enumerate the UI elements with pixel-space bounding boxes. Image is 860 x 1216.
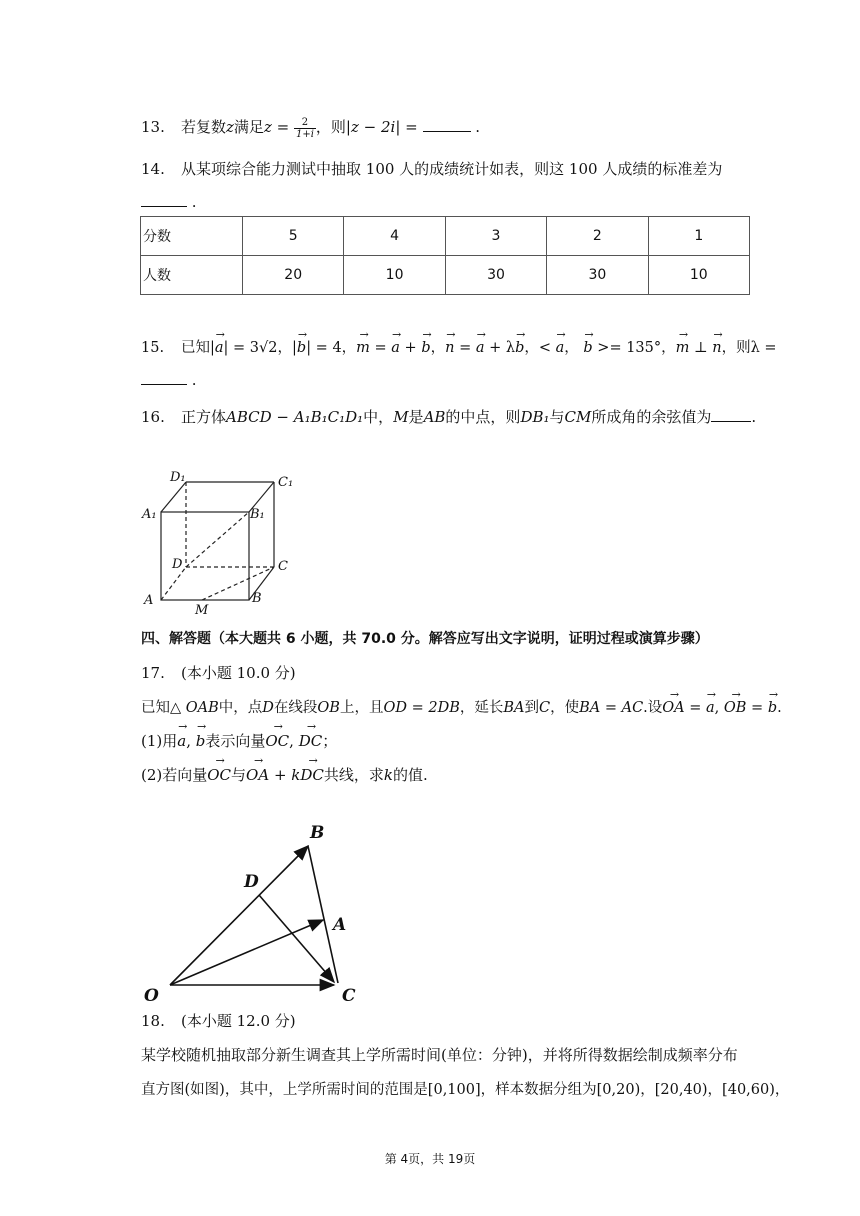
label-a: A: [333, 915, 347, 935]
answer-blank: [423, 117, 471, 132]
question-18-line-2: 直方图(如图)，其中，上学所需时间的范围是[0,100]，样本数据分组为[0,20)，[20,40)，[40,60)，: [141, 1082, 790, 1098]
label-m: M: [195, 603, 209, 618]
vector-triangle-figure: [138, 820, 368, 1006]
question-15-answer: .: [141, 370, 197, 389]
question-17-line-1: 已知△ OAB中，点D在线段OB上，且OD = 2DB，延长BA到C，使BA = AC.设→ OA = → a, → OB = → b.: [141, 696, 782, 717]
vector-ob: [170, 846, 308, 985]
table-row: 人数 20 10 30 30 10: [141, 256, 750, 295]
question-13: 13. 若复数z满足z = $\frac{2}{1+i}$ ，则|z − 2i| = .: [141, 116, 481, 140]
answer-blank: [711, 407, 751, 422]
label-d1: D₁: [170, 470, 186, 485]
vector-dc: [259, 895, 334, 982]
page-footer: 第 4页，共 19页: [384, 1152, 476, 1166]
label-a1: A₁: [142, 507, 157, 522]
label-c1: C₁: [278, 475, 294, 490]
segment-cm: [202, 567, 274, 600]
question-18-line-1: 某学校随机抽取部分新生调查其上学所需时间(单位：分钟)，并将所得数据绘制成频率分布: [141, 1046, 738, 1064]
vector-oa: [170, 920, 323, 985]
score-table: [140, 216, 750, 295]
fraction: $\frac{2}{1+i}$: [295, 116, 314, 140]
cube-figure: [140, 462, 310, 618]
answer-blank: [141, 192, 187, 207]
label-c: C: [342, 986, 356, 1006]
question-17-line-2: (1)用→ a, → b表示向量→ OC, → DC；: [141, 730, 337, 751]
section-title: 四、解答题（本大题共 6 小题，共 70.0 分。解答应写出文字说明，证明过程或演算步骤）: [141, 631, 709, 647]
question-18-header: 18. (本小题 12.0 分): [141, 1012, 296, 1030]
label-b: B: [252, 591, 262, 606]
question-17-line-3: (2)若向量→ OC与→ OA + k→ DC共线，求k的值.: [141, 764, 428, 785]
table-row: 分数 5 4 3 2 1: [141, 217, 750, 256]
question-14-answer: .: [141, 192, 197, 211]
label-o: O: [144, 986, 159, 1006]
label-c: C: [278, 559, 288, 574]
question-14: 14. 从某项综合能力测试中抽取 100 人的成绩统计如表，则这 100 人成绩的标准差为: [141, 160, 723, 178]
label-d: D: [244, 872, 259, 892]
label-d: D: [172, 557, 183, 572]
answer-blank: [141, 370, 187, 385]
question-15: 15. 已知|→ a| = 3√2，|→ b| = 4，→ m = → a + → b，→ n = → a + λ→ b，< → a， → b >= 135°，→ m ⊥ → n，则λ =: [141, 336, 777, 357]
cube-front-face: [161, 512, 249, 600]
question-16: 16. 正方体ABCD − A₁B₁C₁D₁中，M是AB的中点，则DB₁与CM所成角的余弦值为 .: [141, 408, 757, 426]
label-b1: B₁: [250, 507, 265, 522]
label-b: B: [310, 823, 325, 843]
diagonal-db1: [186, 512, 249, 567]
question-17-header: 17. (本小题 10.0 分): [141, 664, 296, 682]
label-a: A: [144, 593, 154, 608]
